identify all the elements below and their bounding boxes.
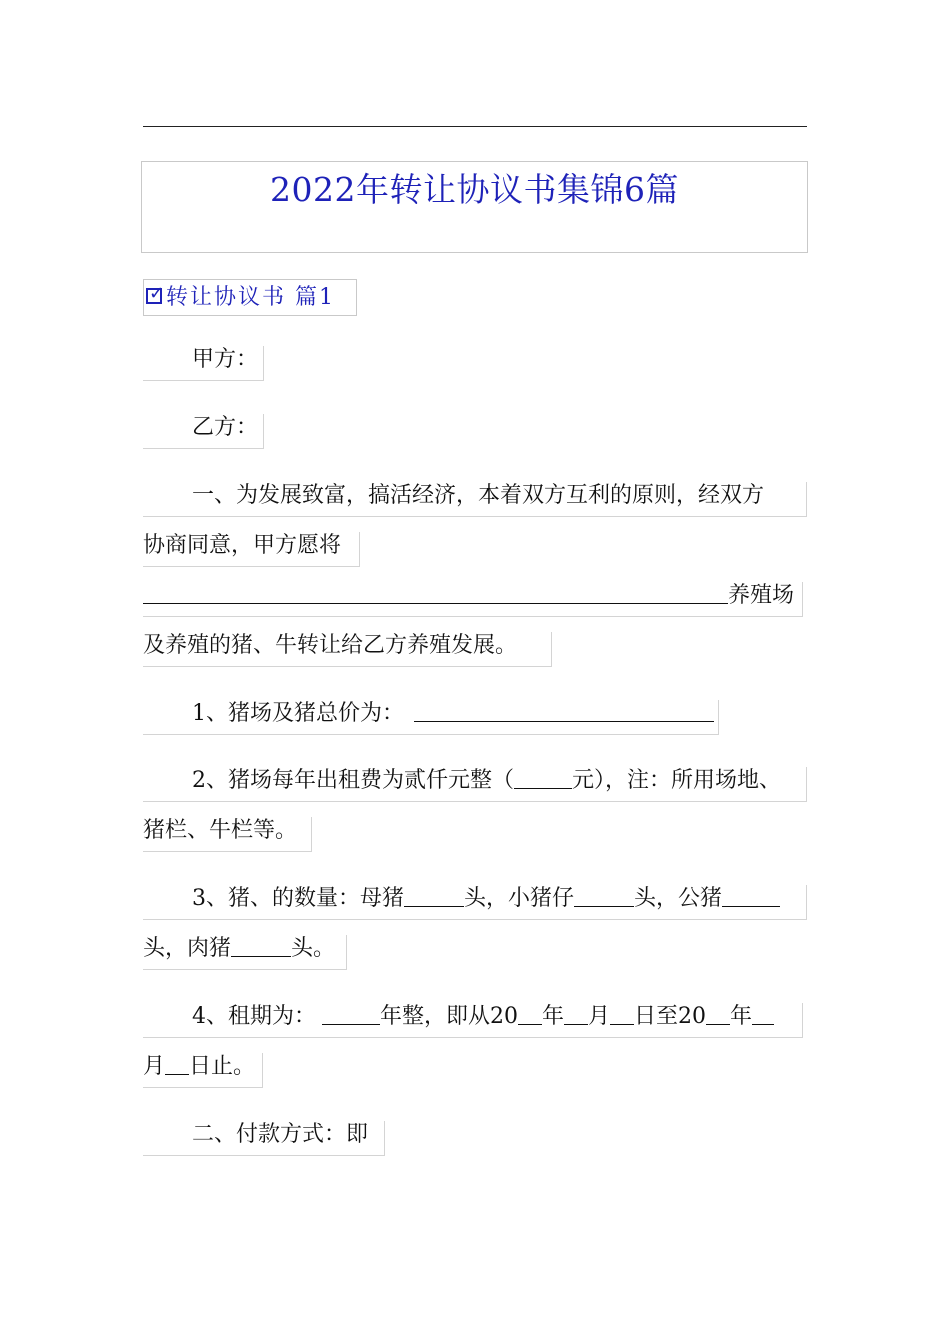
item4-text-2: 年整，即从20 [380, 1004, 518, 1029]
blank-start-day [610, 1004, 634, 1025]
clause1-line-2: 协商同意，甲方愿将 [143, 532, 360, 567]
blank-start-year [518, 1004, 542, 1025]
item3-text-4: 头，肉猪 [143, 936, 232, 961]
item4-text-3: 年 [542, 1004, 565, 1029]
clause1-line-1: 一、为发展致富，搞活经济，本着双方互利的原则，经双方 [143, 482, 807, 517]
blank-rent-amount [514, 768, 572, 789]
blank-piglets [574, 886, 634, 907]
item3-text-2: 头，小猪仔 [464, 886, 575, 911]
party-b-line: 乙方： [143, 414, 264, 449]
blank-sows [404, 886, 464, 907]
clause1-line-3-tail: 养殖场 [728, 583, 795, 608]
item4-text-4: 月 [588, 1004, 611, 1029]
blank-boars [722, 886, 780, 907]
blank-end-year [706, 1004, 730, 1025]
blank-lease-years [322, 1004, 380, 1025]
item3-text-1: 3、猪、的数量：母猪 [192, 886, 404, 911]
item2-text-2: 元），注：所用场地、 [572, 768, 782, 793]
item4-text-7: 月 [143, 1054, 166, 1079]
party-a-line: 甲方： [143, 346, 264, 381]
item3-line-2 [143, 935, 347, 970]
checkbox-icon: ✓ [146, 288, 162, 304]
clause2-line: 二、付款方式：即 [143, 1121, 385, 1156]
item4-text-6: 年 [730, 1004, 753, 1029]
item3-text-5: 头。 [291, 936, 336, 961]
item4-line-1 [143, 1003, 803, 1038]
item2-line-1 [143, 767, 807, 802]
item2-text-1: 2、猪场每年出租费为贰仟元整（ [192, 768, 514, 793]
item1-label: 1、猪场及猪总价为： [192, 701, 404, 726]
item4-text-5: 日至20 [634, 1004, 707, 1029]
blank-end-day [165, 1054, 189, 1075]
blank-end-month [752, 1004, 774, 1025]
item4-text-1: 4、租期为： [192, 1004, 316, 1029]
blank-total-price [414, 701, 714, 722]
clause1-line-3 [143, 582, 803, 617]
item4-text-8: 日止。 [189, 1054, 256, 1079]
blank-start-month [564, 1004, 588, 1025]
section-heading-box [143, 279, 357, 316]
item3-line-1 [143, 885, 807, 920]
blank-hogs [231, 936, 291, 957]
blank-farm-name [143, 583, 728, 604]
title-box [141, 161, 808, 253]
section-heading: 转让协议书 篇1 [166, 285, 335, 310]
item2-line-2: 猪栏、牛栏等。 [143, 817, 312, 852]
clause1-line-4: 及养殖的猪、牛转让给乙方养殖发展。 [143, 632, 552, 667]
document-title: 2022年转让协议书集锦6篇 [270, 170, 679, 209]
top-rule [143, 126, 807, 127]
item3-text-3: 头，公猪 [634, 886, 723, 911]
item4-line-2 [143, 1053, 263, 1088]
item1-line [143, 700, 719, 735]
